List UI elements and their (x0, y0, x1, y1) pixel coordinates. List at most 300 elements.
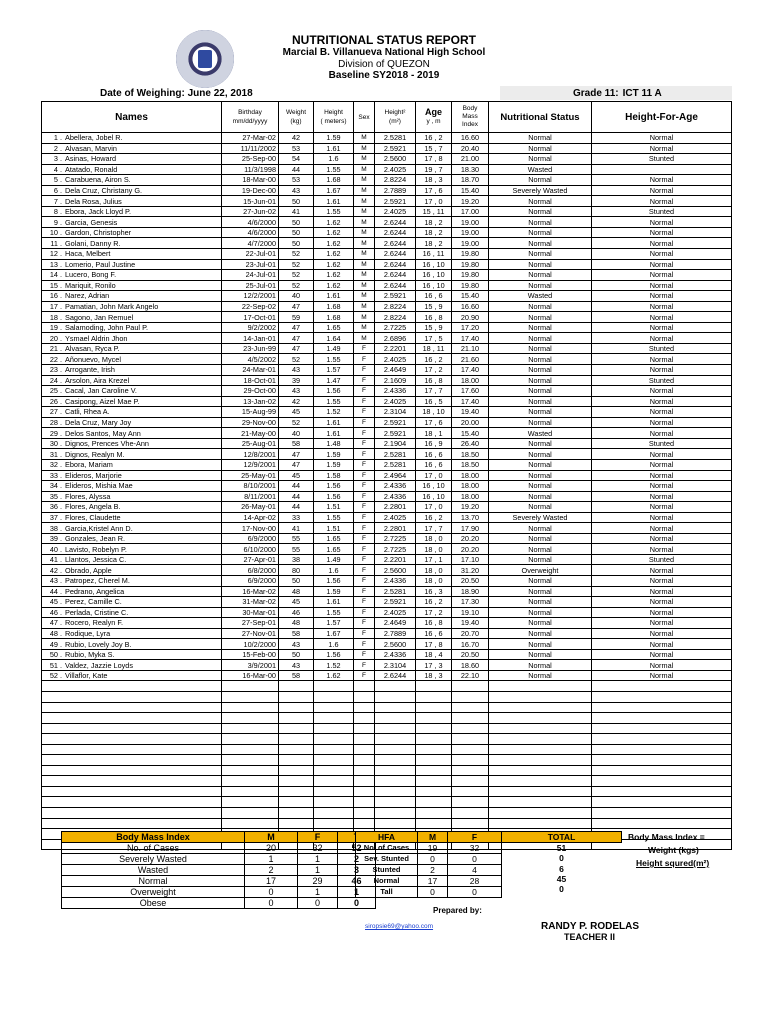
empty-cell (489, 734, 592, 745)
age-cell: 16 , 8 (416, 375, 452, 386)
birthday-cell: 23-Jun-99 (222, 343, 279, 354)
row-number: 48 . (49, 628, 62, 638)
nutritional-status-cell: Wasted (489, 164, 592, 175)
age-cell: 18 , 0 (416, 533, 452, 544)
height-cell: 1.57 (314, 365, 354, 376)
nutritional-status-cell: Normal (489, 417, 592, 428)
student-name: Lucero, Bong F. (65, 270, 117, 280)
sex-cell: F (354, 565, 375, 576)
empty-cell (489, 691, 592, 702)
age-cell: 15 , 9 (416, 301, 452, 312)
student-name-cell (42, 565, 222, 576)
birthday-cell: 14-Apr-02 (222, 512, 279, 523)
height-for-age-cell: Normal (592, 470, 732, 481)
empty-cell (314, 702, 354, 713)
student-name-cell (42, 185, 222, 196)
age-cell: 16 , 6 (416, 291, 452, 302)
student-name: Abellera, Jobel R. (65, 133, 123, 143)
empty-cell (354, 818, 375, 829)
empty-cell (416, 713, 452, 724)
empty-cell (452, 797, 489, 808)
empty-row (42, 713, 732, 724)
age-cell: 16 , 6 (416, 449, 452, 460)
section-label: ICT 11 A (622, 88, 662, 99)
empty-cell (314, 776, 354, 787)
height-cell: 1.49 (314, 554, 354, 565)
nutritional-status-cell: Normal (489, 575, 592, 586)
empty-cell (375, 765, 416, 776)
height-for-age-cell: Normal (592, 618, 732, 629)
sex-cell: F (354, 354, 375, 365)
col-height: Height ( meters) (314, 102, 354, 133)
empty-cell (222, 713, 279, 724)
student-name: Rocero, Realyn F. (65, 618, 123, 628)
height-squared-cell: 2.5921 (375, 597, 416, 608)
nutritional-status-cell: Normal (489, 354, 592, 365)
age-cell: 18 , 3 (416, 670, 452, 681)
bmi-cell: 16.60 (452, 133, 489, 144)
hfa-count-cell: 0 (418, 887, 448, 898)
empty-cell (489, 755, 592, 766)
bmi-cell: 15.40 (452, 291, 489, 302)
weight-cell: 41 (279, 523, 314, 534)
age-cell: 17 , 8 (416, 154, 452, 165)
empty-cell (354, 691, 375, 702)
age-cell: 18 , 1 (416, 428, 452, 439)
table-row (42, 660, 732, 671)
student-name: Delos Santos, May Ann (65, 428, 141, 438)
table-row (42, 438, 732, 449)
sex-cell: F (354, 523, 375, 534)
row-number: 4 . (53, 164, 62, 174)
height-squared-cell: 2.4336 (375, 649, 416, 660)
empty-cell (354, 808, 375, 819)
col-nutritional-status: Nutritional Status (489, 102, 592, 133)
table-row (42, 670, 732, 681)
empty-cell (42, 765, 222, 776)
height-for-age-cell: Normal (592, 544, 732, 555)
row-number: 15 . (49, 280, 62, 290)
student-name: Valdez, Jazzie Loyds (65, 660, 134, 670)
row-number: 28 . (49, 418, 62, 428)
bmi-count-cell: 0 (338, 898, 376, 909)
birthday-cell: 22-Jul-01 (222, 249, 279, 260)
table-row (42, 343, 732, 354)
empty-row (42, 691, 732, 702)
birthday-cell: 25-May-01 (222, 470, 279, 481)
baseline-label: Baseline SY2018 - 2019 (328, 70, 440, 81)
nutritional-status-cell: Normal (489, 481, 592, 492)
empty-cell (416, 702, 452, 713)
hfa-summary-row (356, 876, 502, 887)
row-number: 47 . (49, 618, 62, 628)
sex-cell: F (354, 502, 375, 513)
empty-cell (42, 691, 222, 702)
student-name: Obrado, Apple (65, 565, 112, 575)
birthday-cell: 19-Dec-00 (222, 185, 279, 196)
height-for-age-cell: Normal (592, 628, 732, 639)
row-number: 12 . (49, 249, 62, 259)
bmi-cell: 19.80 (452, 270, 489, 281)
age-cell: 16 , 5 (416, 396, 452, 407)
student-name: Arrogante, Irish (65, 365, 115, 375)
birthday-cell: 29-Oct-00 (222, 386, 279, 397)
student-name-cell (42, 365, 222, 376)
height-for-age-cell: Normal (592, 575, 732, 586)
height-cell: 1.51 (314, 502, 354, 513)
age-cell: 16 , 11 (416, 249, 452, 260)
bmi-summary-table (61, 831, 376, 909)
row-number: 35 . (49, 491, 62, 501)
height-cell: 1.56 (314, 575, 354, 586)
weight-cell: 47 (279, 449, 314, 460)
age-cell: 18 , 10 (416, 407, 452, 418)
height-for-age-cell: Normal (592, 670, 732, 681)
nutritional-status-cell: Normal (489, 175, 592, 186)
age-cell: 19 , 7 (416, 164, 452, 175)
student-name-cell (42, 481, 222, 492)
bmi-cell: 18.50 (452, 449, 489, 460)
birthday-cell: 24-Jul-01 (222, 270, 279, 281)
col-height-for-age: Height-For-Age (592, 102, 732, 133)
hfa-summary-row (356, 865, 502, 876)
empty-cell (42, 744, 222, 755)
col-birthday: Birthday mm/dd/yyyy (222, 102, 279, 133)
total-summary-row (502, 863, 622, 873)
row-number: 24 . (49, 375, 62, 385)
height-cell: 1.56 (314, 386, 354, 397)
bmi-cell: 17.40 (452, 333, 489, 344)
empty-cell (375, 776, 416, 787)
sex-cell: F (354, 618, 375, 629)
weight-cell: 45 (279, 470, 314, 481)
height-squared-cell: 2.6244 (375, 670, 416, 681)
empty-row (42, 755, 732, 766)
birthday-cell: 26-May-01 (222, 502, 279, 513)
signatory-position: TEACHER II (564, 932, 616, 942)
row-number: 52 . (49, 671, 62, 681)
empty-cell (452, 818, 489, 829)
birthday-cell: 4/5/2002 (222, 354, 279, 365)
student-name-cell (42, 164, 222, 175)
birthday-cell: 21-May-00 (222, 428, 279, 439)
row-number: 36 . (49, 502, 62, 512)
weight-cell: 47 (279, 301, 314, 312)
student-name-cell (42, 554, 222, 565)
bmi-category-label: Obese (62, 898, 245, 909)
student-name-cell (42, 417, 222, 428)
sex-cell: F (354, 459, 375, 470)
height-cell: 1.65 (314, 322, 354, 333)
bmi-count-cell: 46 (338, 876, 376, 887)
weight-cell: 58 (279, 628, 314, 639)
age-cell: 16 , 6 (416, 628, 452, 639)
height-for-age-cell: Normal (592, 660, 732, 671)
empty-cell (592, 808, 732, 819)
table-row (42, 502, 732, 513)
nutritional-status-cell: Severely Wasted (489, 512, 592, 523)
row-number: 22 . (49, 354, 62, 364)
age-cell: 15 , 9 (416, 322, 452, 333)
hfa-count-cell: 28 (448, 876, 502, 887)
height-cell: 1.55 (314, 164, 354, 175)
total-value-cell: 6 (559, 863, 564, 874)
empty-cell (42, 702, 222, 713)
row-number: 38 . (49, 523, 62, 533)
student-name-cell (42, 154, 222, 165)
weight-cell: 50 (279, 217, 314, 228)
weight-cell: 45 (279, 407, 314, 418)
height-for-age-cell: Normal (592, 386, 732, 397)
student-name-cell (42, 322, 222, 333)
nutritional-status-cell: Normal (489, 259, 592, 270)
student-name-cell (42, 459, 222, 470)
height-squared-cell: 2.2801 (375, 502, 416, 513)
hfa-category-label: Tall (356, 887, 418, 898)
bmi-cell: 17.20 (452, 322, 489, 333)
bmi-count-cell: 1 (245, 854, 298, 865)
student-name-cell (42, 238, 222, 249)
nutritional-status-cell: Normal (489, 660, 592, 671)
total-header-cell: TOTAL (502, 832, 622, 843)
sex-cell: M (354, 206, 375, 217)
sex-cell: M (354, 143, 375, 154)
empty-cell (314, 797, 354, 808)
table-row (42, 554, 732, 565)
empty-row (42, 723, 732, 734)
age-cell: 16 , 10 (416, 481, 452, 492)
table-row (42, 428, 732, 439)
height-squared-cell: 2.6244 (375, 249, 416, 260)
row-number: 1 . (53, 133, 62, 143)
bmi-cell: 17.40 (452, 396, 489, 407)
hfa-header-cell: HFA (356, 832, 418, 843)
height-cell: 1.6 (314, 639, 354, 650)
student-name: Golani, Danny R. (65, 238, 121, 248)
bmi-header-cell: M (245, 832, 298, 843)
row-number: 17 . (49, 302, 62, 312)
weight-cell: 53 (279, 143, 314, 154)
nutritional-status-cell: Normal (489, 312, 592, 323)
table-row (42, 154, 732, 165)
height-squared-cell: 2.7889 (375, 185, 416, 196)
nutritional-status-cell: Normal (489, 196, 592, 207)
empty-cell (592, 776, 732, 787)
bmi-summary-row (62, 843, 376, 854)
bmi-summary-row (62, 898, 376, 909)
height-for-age-cell: Normal (592, 333, 732, 344)
height-cell: 1.51 (314, 523, 354, 534)
empty-cell (279, 786, 314, 797)
height-cell: 1.55 (314, 354, 354, 365)
height-squared-cell: 2.5600 (375, 154, 416, 165)
height-for-age-cell: Normal (592, 533, 732, 544)
student-name-cell (42, 196, 222, 207)
height-cell: 1.49 (314, 343, 354, 354)
empty-cell (222, 723, 279, 734)
birthday-cell: 11/11/2002 (222, 143, 279, 154)
birthday-cell: 27-Mar-02 (222, 133, 279, 144)
date-of-weighing: Date of Weighing: June 22, 2018 (100, 88, 253, 99)
height-squared-cell: 2.4336 (375, 386, 416, 397)
birthday-cell: 4/7/2000 (222, 238, 279, 249)
height-cell: 1.55 (314, 206, 354, 217)
row-number: 45 . (49, 597, 62, 607)
age-cell: 18 , 0 (416, 565, 452, 576)
height-cell: 1.61 (314, 196, 354, 207)
weight-cell: 33 (279, 512, 314, 523)
age-cell: 17 , 8 (416, 639, 452, 650)
signatory-name: RANDY P. RODELAS (541, 921, 639, 932)
grade-section (573, 88, 662, 99)
student-name: Dela Cruz, Christany G. (65, 186, 143, 195)
bmi-cell: 19.00 (452, 227, 489, 238)
bmi-header-cell: Body Mass Index (62, 832, 245, 843)
total-summary-row (502, 874, 622, 884)
birthday-cell: 25-Aug-01 (222, 438, 279, 449)
nutritional-status-cell: Normal (489, 154, 592, 165)
empty-cell (354, 723, 375, 734)
birthday-cell: 6/9/2000 (222, 575, 279, 586)
row-number: 32 . (49, 460, 62, 470)
height-squared-cell: 2.1904 (375, 438, 416, 449)
student-name-cell (42, 586, 222, 597)
bmi-cell: 19.80 (452, 280, 489, 291)
weight-cell: 43 (279, 365, 314, 376)
height-squared-cell: 2.5281 (375, 449, 416, 460)
empty-row (42, 808, 732, 819)
bmi-count-cell: 17 (245, 876, 298, 887)
height-squared-cell: 2.7889 (375, 628, 416, 639)
empty-cell (416, 776, 452, 787)
height-squared-cell: 2.5281 (375, 133, 416, 144)
student-name-cell (42, 312, 222, 323)
total-summary-row (502, 884, 622, 894)
birthday-cell: 6/10/2000 (222, 544, 279, 555)
student-name: Alvasan, Marvin (65, 143, 117, 153)
hfa-summary-table (355, 831, 502, 908)
sex-cell: F (354, 365, 375, 376)
bmi-count-cell: 3 (338, 865, 376, 876)
height-for-age-cell: Stunted (592, 554, 732, 565)
student-name-cell (42, 449, 222, 460)
table-header-row (42, 102, 732, 133)
student-name-cell (42, 438, 222, 449)
row-number: 14 . (49, 270, 62, 280)
height-cell: 1.62 (314, 280, 354, 291)
height-cell: 1.6 (314, 154, 354, 165)
birthday-cell: 31-Mar-02 (222, 597, 279, 608)
birthday-cell: 4/6/2000 (222, 227, 279, 238)
height-cell: 1.59 (314, 133, 354, 144)
student-name-cell (42, 639, 222, 650)
age-cell: 17 , 6 (416, 185, 452, 196)
empty-cell (354, 713, 375, 724)
birthday-cell: 14-Jan-01 (222, 333, 279, 344)
weight-cell: 58 (279, 438, 314, 449)
empty-cell (489, 776, 592, 787)
height-for-age-cell: Normal (592, 185, 732, 196)
nutritional-status-cell: Normal (489, 375, 592, 386)
bmi-cell: 19.80 (452, 249, 489, 260)
age-cell: 16 , 9 (416, 438, 452, 449)
height-squared-cell: 2.3104 (375, 660, 416, 671)
nutritional-status-cell: Normal (489, 502, 592, 513)
student-name: Llantos, Jessica C. (65, 555, 127, 565)
email-link[interactable]: siropsie69@yahoo.com (365, 923, 434, 930)
age-cell: 18 , 0 (416, 575, 452, 586)
weight-cell: 55 (279, 533, 314, 544)
row-number: 23 . (49, 365, 62, 375)
empty-cell (375, 786, 416, 797)
empty-cell (354, 776, 375, 787)
student-name-cell (42, 354, 222, 365)
table-row (42, 333, 732, 344)
bmi-count-cell: 1 (338, 887, 376, 898)
weight-cell: 44 (279, 502, 314, 513)
student-name: Perez, Camille C. (65, 597, 122, 607)
nutritional-status-cell: Normal (489, 470, 592, 481)
empty-cell (314, 818, 354, 829)
age-cell: 16 , 2 (416, 597, 452, 608)
hfa-category-label: No. of Cases (356, 843, 418, 854)
height-for-age-cell: Stunted (592, 343, 732, 354)
row-number: 49 . (49, 639, 62, 649)
sex-cell: F (354, 628, 375, 639)
height-for-age-cell: Normal (592, 428, 732, 439)
empty-cell (452, 744, 489, 755)
table-row (42, 628, 732, 639)
height-cell: 1.68 (314, 312, 354, 323)
birthday-cell: 12/2/2001 (222, 291, 279, 302)
weight-cell: 50 (279, 196, 314, 207)
weight-cell: 43 (279, 660, 314, 671)
table-row (42, 175, 732, 186)
sex-cell: M (354, 133, 375, 144)
empty-cell (416, 797, 452, 808)
birthday-cell: 16-Mar-00 (222, 670, 279, 681)
birthday-cell: 8/11/2001 (222, 491, 279, 502)
height-for-age-cell: Normal (592, 291, 732, 302)
nutritional-status-cell: Normal (489, 639, 592, 650)
weight-cell: 48 (279, 618, 314, 629)
height-squared-cell: 2.4025 (375, 512, 416, 523)
height-for-age-cell: Normal (592, 322, 732, 333)
height-cell: 1.67 (314, 628, 354, 639)
height-for-age-cell: Stunted (592, 438, 732, 449)
empty-cell (279, 818, 314, 829)
empty-cell (452, 723, 489, 734)
nutritional-status-cell: Normal (489, 586, 592, 597)
empty-cell (222, 681, 279, 692)
nutritional-status-cell: Wasted (489, 291, 592, 302)
bmi-cell: 31.20 (452, 565, 489, 576)
age-cell: 15 , 11 (416, 206, 452, 217)
empty-cell (314, 691, 354, 702)
bmi-cell: 19.20 (452, 502, 489, 513)
empty-cell (279, 702, 314, 713)
height-cell: 1.59 (314, 586, 354, 597)
sex-cell: F (354, 544, 375, 555)
table-row (42, 459, 732, 470)
height-for-age-cell: Normal (592, 586, 732, 597)
height-squared-cell: 2.5921 (375, 417, 416, 428)
birthday-cell: 18-Oct-01 (222, 375, 279, 386)
height-cell: 1.48 (314, 438, 354, 449)
weight-cell: 43 (279, 185, 314, 196)
birthday-cell: 22-Sep-02 (222, 301, 279, 312)
bmi-cell: 19.10 (452, 607, 489, 618)
